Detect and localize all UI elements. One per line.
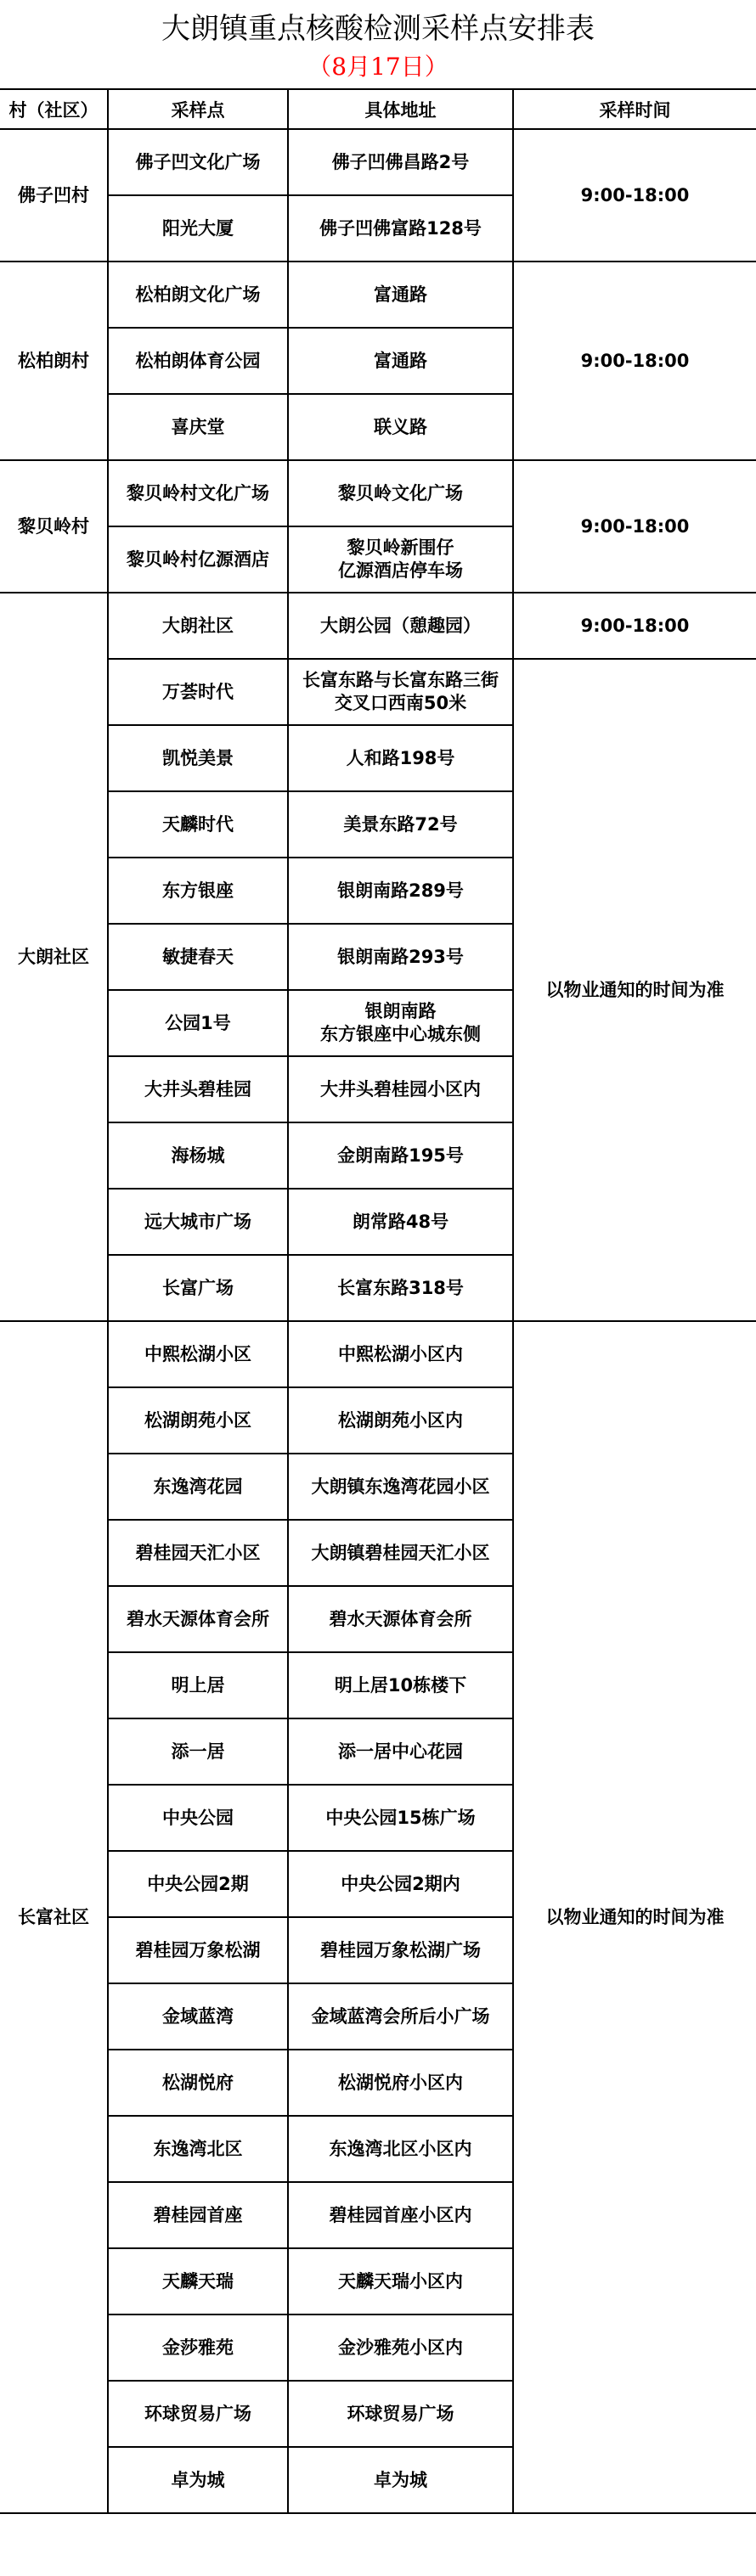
address-cell: 大朗公园（憩趣园）: [288, 593, 513, 659]
address-cell: 长富东路318号: [288, 1255, 513, 1321]
site-cell: 环球贸易广场: [108, 2381, 288, 2447]
address-cell: 大井头碧桂园小区内: [288, 1056, 513, 1122]
site-cell: 中熙松湖小区: [108, 1321, 288, 1387]
site-cell: 天麟天瑞: [108, 2248, 288, 2314]
address-cell: 中央公园15栋广场: [288, 1785, 513, 1851]
site-cell: 中央公园2期: [108, 1851, 288, 1917]
address-cell: 环球贸易广场: [288, 2381, 513, 2447]
address-cell: 富通路: [288, 328, 513, 394]
village-cell: 大朗社区: [0, 593, 108, 1321]
address-cell: 碧桂园万象松湖广场: [288, 1917, 513, 1983]
column-header-time: 采样时间: [513, 90, 756, 129]
table-row: [0, 460, 756, 526]
time-cell: 9:00-18:00: [513, 460, 756, 593]
address-cell: 卓为城: [288, 2447, 513, 2513]
column-header-village: 村（社区）: [0, 90, 108, 129]
address-cell: 大朗镇东逸湾花园小区: [288, 1454, 513, 1520]
site-cell: 碧水天源体育会所: [108, 1586, 288, 1652]
address-cell: 碧水天源体育会所: [288, 1586, 513, 1652]
site-cell: 东逸湾花园: [108, 1454, 288, 1520]
address-cell: 明上居10栋楼下: [288, 1652, 513, 1718]
site-cell: 佛子凹文化广场: [108, 129, 288, 195]
sampling-sites-table: [0, 90, 756, 2514]
site-cell: 敏捷春天: [108, 924, 288, 990]
time-cell: 9:00-18:00: [513, 262, 756, 460]
site-cell: 松湖悦府: [108, 2050, 288, 2116]
site-cell: 松湖朗苑小区: [108, 1387, 288, 1454]
village-cell: 佛子凹村: [0, 129, 108, 262]
address-cell: 佛子凹佛昌路2号: [288, 129, 513, 195]
site-cell: 松柏朗文化广场: [108, 262, 288, 328]
address-cell: 朗常路48号: [288, 1189, 513, 1255]
address-cell: 东逸湾北区小区内: [288, 2116, 513, 2182]
time-cell: 9:00-18:00: [513, 593, 756, 659]
address-cell: 中熙松湖小区内: [288, 1321, 513, 1387]
address-cell: 联义路: [288, 394, 513, 460]
site-cell: 喜庆堂: [108, 394, 288, 460]
table-header: [0, 0, 756, 90]
site-cell: 东方银座: [108, 858, 288, 924]
village-cell: 长富社区: [0, 1321, 108, 2513]
time-cell: 以物业通知的时间为准: [513, 1321, 756, 2513]
site-cell: 东逸湾北区: [108, 2116, 288, 2182]
address-cell: 金域蓝湾会所后小广场: [288, 1983, 513, 2050]
site-cell: 公园1号: [108, 990, 288, 1056]
site-cell: 大朗社区: [108, 593, 288, 659]
address-cell: 松湖悦府小区内: [288, 2050, 513, 2116]
address-cell: 银朗南路 东方银座中心城东侧: [288, 990, 513, 1056]
date-subtitle: （8月17日）: [307, 53, 449, 81]
site-cell: 远大城市广场: [108, 1189, 288, 1255]
table-row: [0, 659, 756, 725]
column-header-address: 具体地址: [288, 90, 513, 129]
site-cell: 碧桂园天汇小区: [108, 1520, 288, 1586]
site-cell: 凯悦美景: [108, 725, 288, 791]
site-cell: 添一居: [108, 1718, 288, 1785]
village-cell: 松柏朗村: [0, 262, 108, 460]
site-cell: 中央公园: [108, 1785, 288, 1851]
time-cell: 9:00-18:00: [513, 129, 756, 262]
site-cell: 碧桂园首座: [108, 2182, 288, 2248]
address-cell: 美景东路72号: [288, 791, 513, 858]
address-cell: 松湖朗苑小区内: [288, 1387, 513, 1454]
site-cell: 天麟时代: [108, 791, 288, 858]
table-row: [0, 262, 756, 328]
address-cell: 人和路198号: [288, 725, 513, 791]
column-header-site: 采样点: [108, 90, 288, 129]
site-cell: 阳光大厦: [108, 195, 288, 262]
page-title: 大朗镇重点核酸检测采样点安排表: [161, 12, 595, 46]
address-cell: 长富东路与长富东路三街 交叉口西南50米: [288, 659, 513, 725]
table-row: [0, 593, 756, 659]
time-cell: 以物业通知的时间为准: [513, 659, 756, 1321]
site-cell: 黎贝岭村文化广场: [108, 460, 288, 526]
address-cell: 大朗镇碧桂园天汇小区: [288, 1520, 513, 1586]
site-cell: 松柏朗体育公园: [108, 328, 288, 394]
table-row: [0, 129, 756, 195]
address-cell: 添一居中心花园: [288, 1718, 513, 1785]
address-cell: 银朗南路293号: [288, 924, 513, 990]
site-cell: 海杨城: [108, 1122, 288, 1189]
address-cell: 金朗南路195号: [288, 1122, 513, 1189]
address-cell: 银朗南路289号: [288, 858, 513, 924]
address-cell: 富通路: [288, 262, 513, 328]
site-cell: 卓为城: [108, 2447, 288, 2513]
site-cell: 万荟时代: [108, 659, 288, 725]
village-cell: 黎贝岭村: [0, 460, 108, 593]
table-row: [0, 1321, 756, 1387]
site-cell: 碧桂园万象松湖: [108, 1917, 288, 1983]
site-cell: 黎贝岭村亿源酒店: [108, 526, 288, 593]
address-cell: 黎贝岭文化广场: [288, 460, 513, 526]
address-cell: 金沙雅苑小区内: [288, 2314, 513, 2381]
site-cell: 金域蓝湾: [108, 1983, 288, 2050]
table-body: [0, 129, 756, 2513]
site-cell: 明上居: [108, 1652, 288, 1718]
address-cell: 中央公园2期内: [288, 1851, 513, 1917]
column-header-row: [0, 90, 756, 129]
site-cell: 金莎雅苑: [108, 2314, 288, 2381]
address-cell: 碧桂园首座小区内: [288, 2182, 513, 2248]
address-cell: 天麟天瑞小区内: [288, 2248, 513, 2314]
address-cell: 黎贝岭新围仔 亿源酒店停车场: [288, 526, 513, 593]
address-cell: 佛子凹佛富路128号: [288, 195, 513, 262]
site-cell: 长富广场: [108, 1255, 288, 1321]
site-cell: 大井头碧桂园: [108, 1056, 288, 1122]
